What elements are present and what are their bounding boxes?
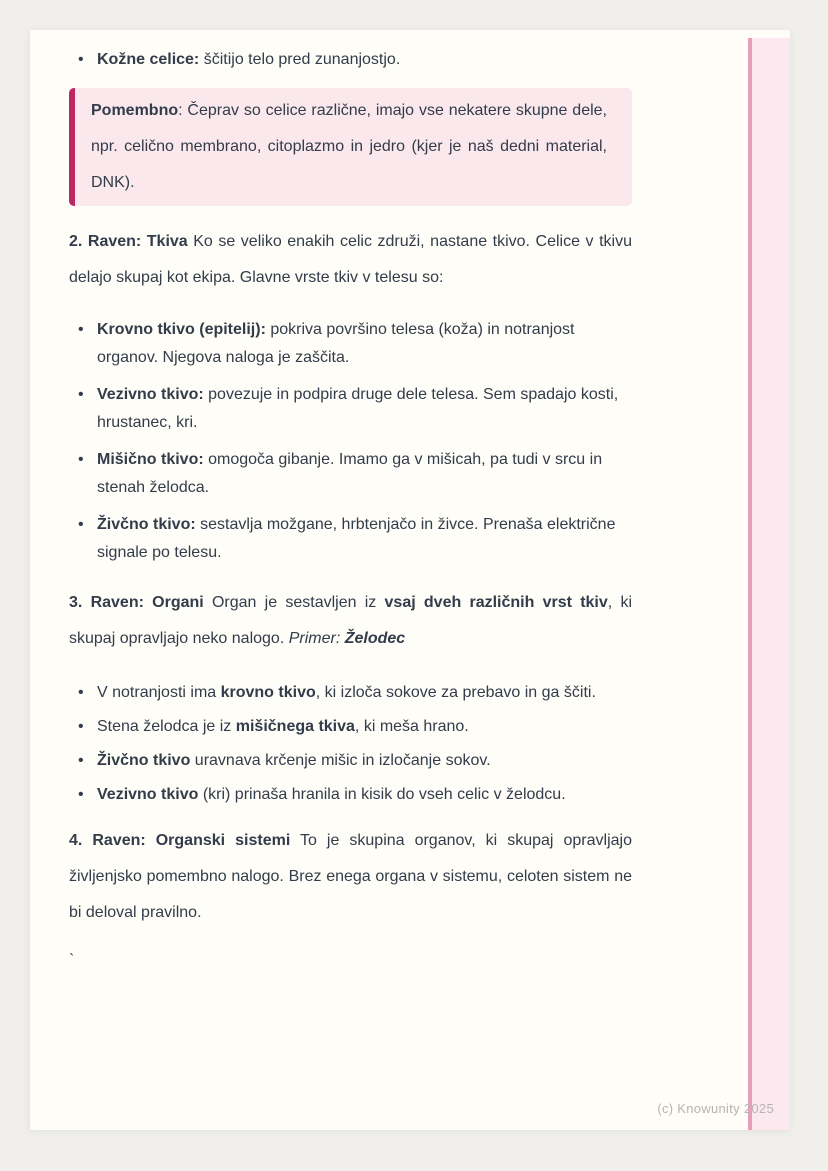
copyright-credit: (c) Knowunity 2025 [657,1101,774,1116]
cell-types-list [69,46,632,74]
list-item: • Stena želodca je iz mišičnega tkiva, ki meša hrano. [69,713,632,741]
list-item: • Vezivno tkivo: povezuje in podpira druge dele telesa. Sem spadajo kosti, hrustanec, kri. [69,381,632,437]
document-content [69,30,632,991]
list-item: • Kožne celice: ščitijo telo pred zunanjostjo. [69,46,632,74]
tissue-types-list [69,316,632,567]
section-tissues-paragraph: 2. Raven: Tkiva Ko se veliko enakih celic združi, nastane tkivo. Celice v tkivu delajo skupaj kot ekipa. Glavne vrste tkiv v telesu so: [69,233,632,286]
list-item: • Živčno tkivo: sestavlja možgane, hrbtenjačo in živce. Prenaša električne signale po telesu. [69,511,632,567]
page-edge-stripe [748,38,790,1130]
list-item: • V notranjosti ima krovno tkivo, ki izloča sokove za prebavo in ga ščiti. [69,679,632,707]
section-organ-systems-paragraph: 4. Raven: Organski sistemi To je skupina organov, ki skupaj opravljajo življenjsko pomembno nalogo. Brez enega organa v sistemu, celoten sistem ne bi deloval pravilno. [69,832,632,921]
list-item: • Živčno tkivo uravnava krčenje mišic in izločanje sokov. [69,747,632,775]
document-page [30,30,790,1130]
list-item: • Vezivno tkivo (kri) prinaša hranila in kisik do vseh celic v želodcu. [69,781,632,809]
section-organs-paragraph: 3. Raven: Organi Organ je sestavljen iz vsaj dveh različnih vrst tkiv, ki skupaj opravljajo neko nalogo. Primer: Želodec [69,594,633,647]
stomach-tissues-list [69,679,632,809]
list-item: • Mišično tkivo: omogoča gibanje. Imamo ga v mišicah, pa tudi v srcu in stenah želodca. [69,446,632,502]
important-callout: Pomembno: Čeprav so celice različne, imajo vse nekatere skupne dele, npr. celično membrano, citoplazmo in jedro (kjer je naš dedni material, DNK). [69,88,632,206]
list-item: • Krovno tkivo (epitelij): pokriva površino telesa (koža) in notranjost organov. Njegova naloga je zaščita. [69,316,632,372]
stray-backtick: ` [69,952,75,969]
